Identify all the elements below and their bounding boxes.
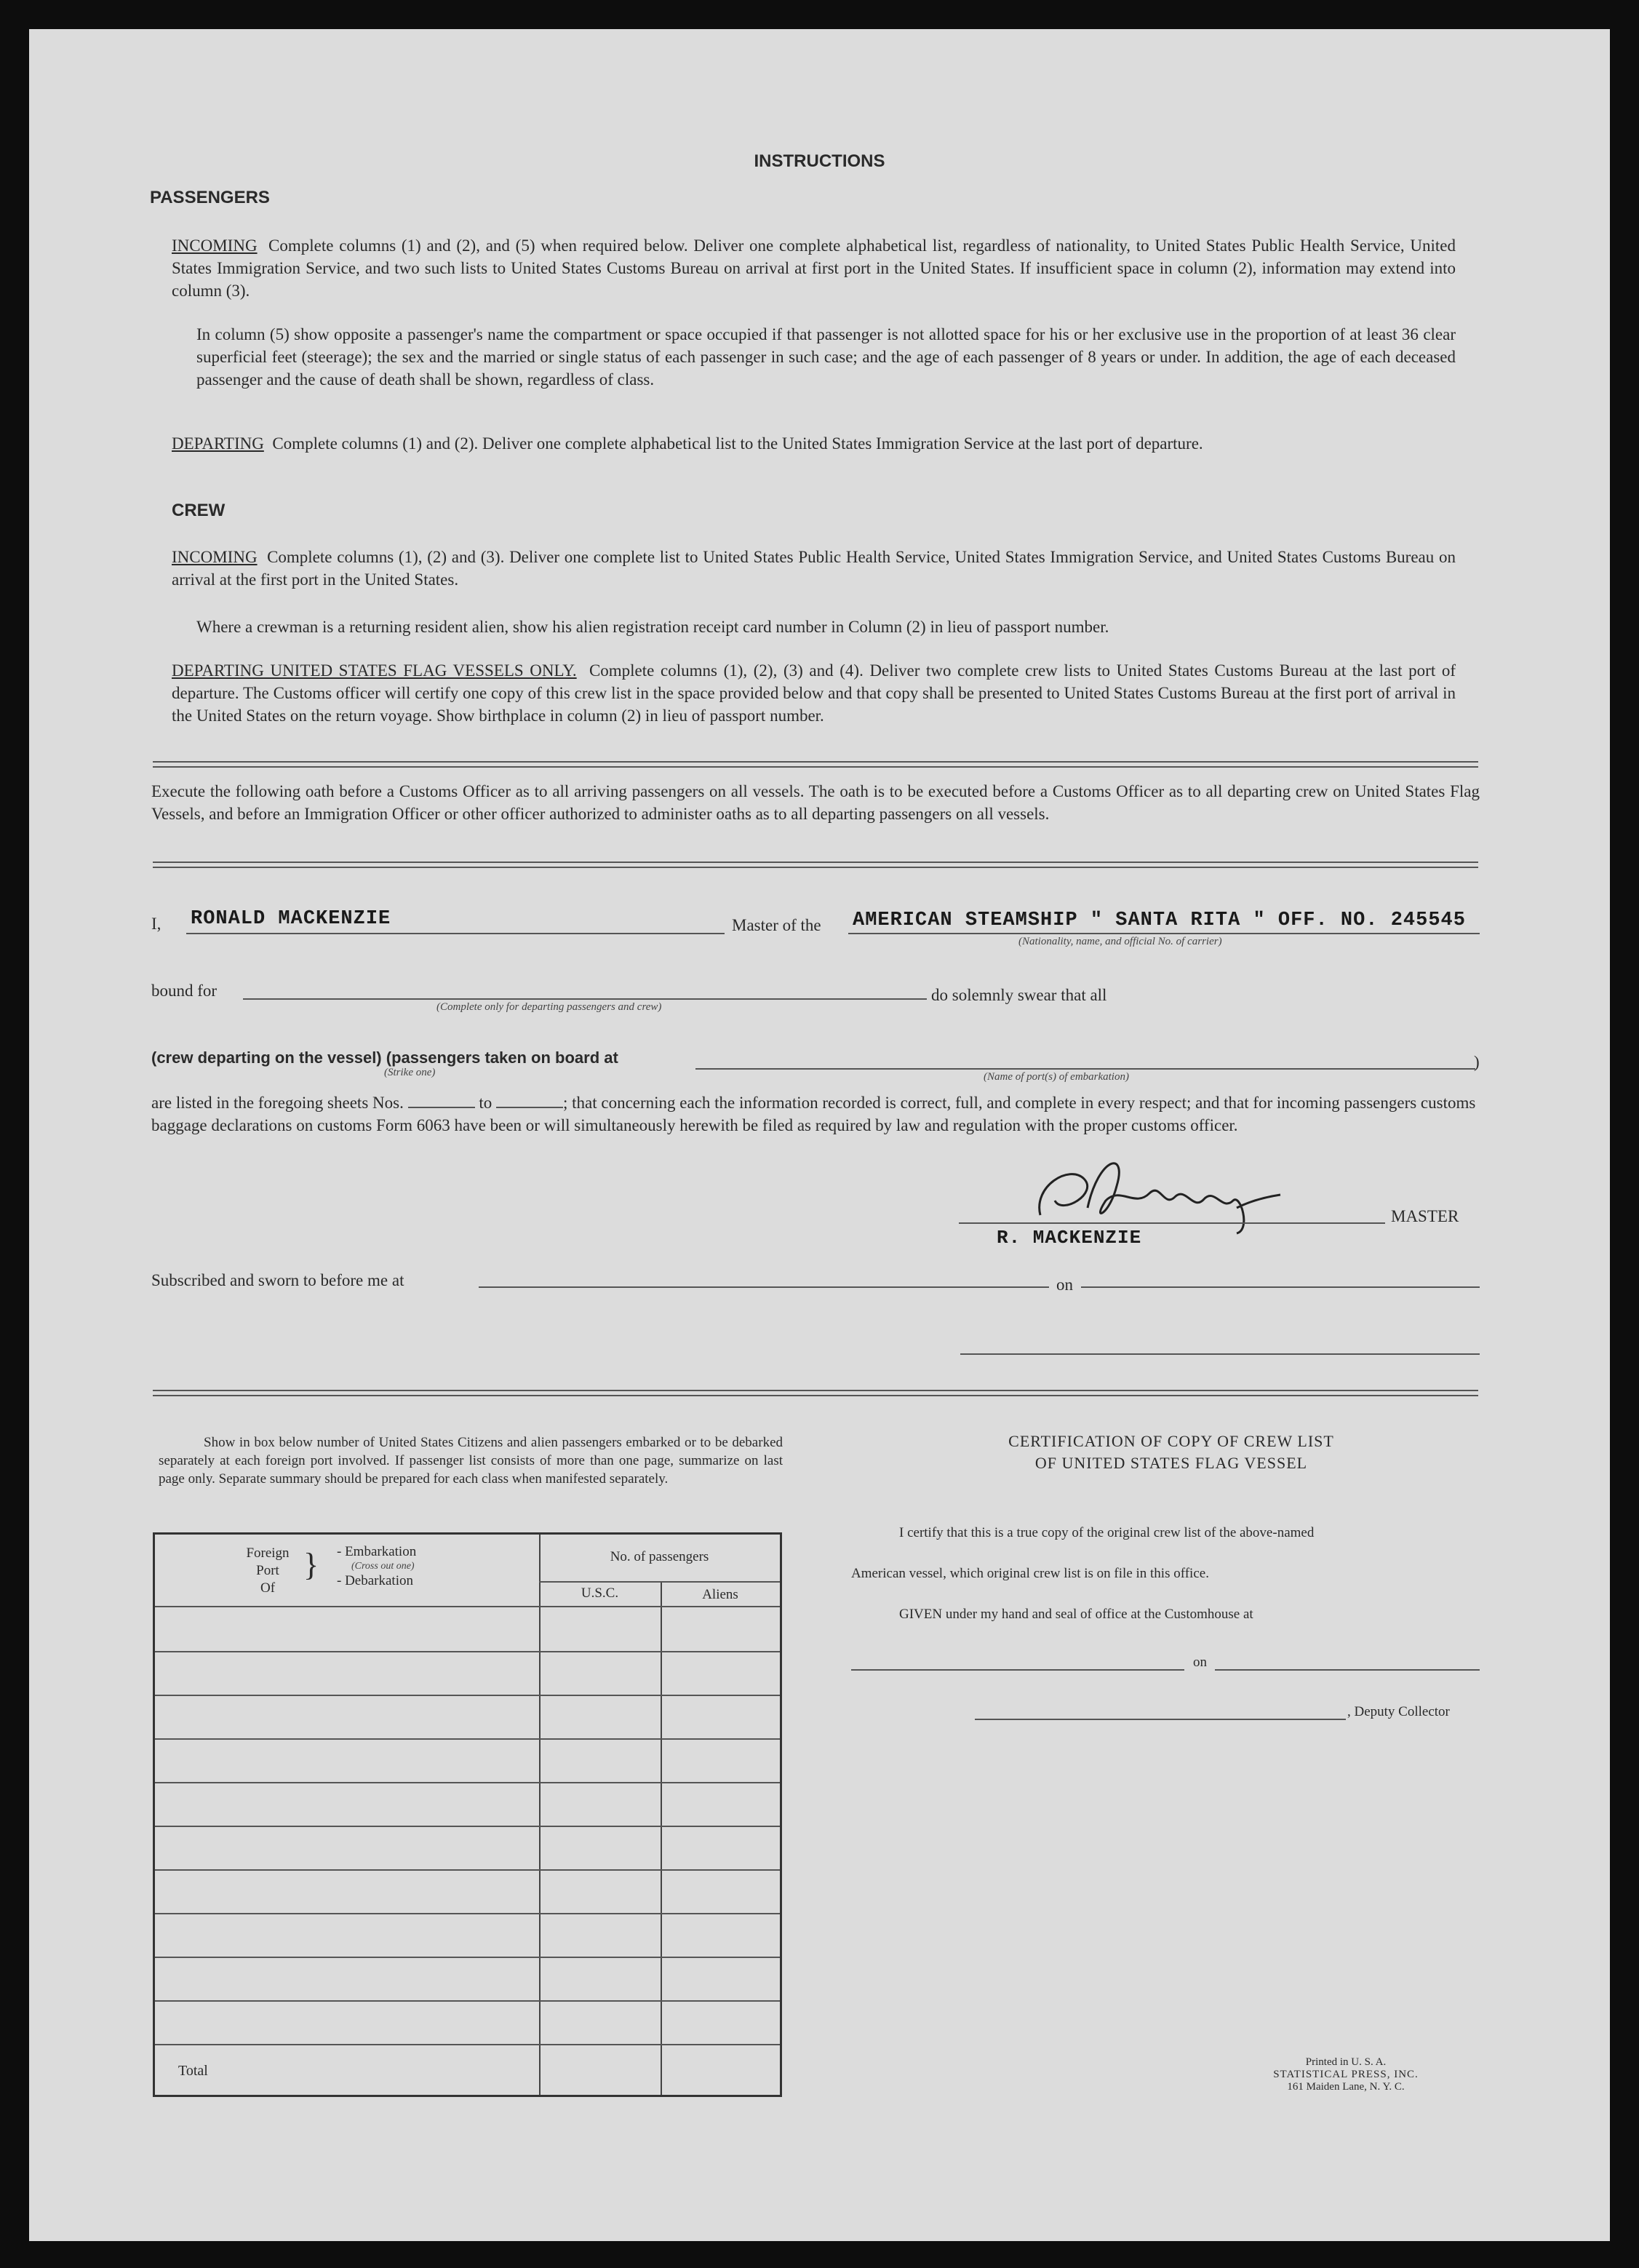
deputy-collector-line <box>975 1719 1346 1720</box>
no-of-passengers-header: No. of passengers <box>610 1549 709 1564</box>
oath-intro: Execute the following oath before a Customs Officer as to all arriving passengers on all vessels. The oath is to be executed before a Customs Officer as to all departing crew on United States Flag Vessels, and before an Immigration Officer or other officer authorized to administer oaths as to all departing passengers on all vessels. <box>151 782 1480 823</box>
crew-departing-paragraph <box>172 659 1456 727</box>
typed-signer-name: R. MACKENZIE <box>997 1227 1142 1249</box>
master-signature-line <box>959 1222 1385 1224</box>
table-divider <box>661 1581 662 2095</box>
table-row <box>155 1957 780 1958</box>
crew-resident-alien-paragraph: Where a crewman is a returning resident alien, show his alien registration receipt card number in Column (2) in lieu of passport number. <box>196 618 1109 636</box>
certification-on-label: on <box>1193 1655 1207 1670</box>
master-label: MASTER <box>1391 1207 1459 1225</box>
usc-header: U.S.C. <box>581 1585 619 1601</box>
table-row <box>155 1782 780 1783</box>
certification-title-line1: CERTIFICATION OF COPY OF CREW LIST <box>1008 1432 1334 1450</box>
deputy-collector-label: , Deputy Collector <box>1347 1704 1450 1719</box>
vessel-value: AMERICAN STEAMSHIP " SANTA RITA " OFF. NO. 245545 <box>853 910 1466 931</box>
strike-one-caption: (Strike one) <box>384 1067 436 1078</box>
bound-for-label: bound for <box>151 982 218 1000</box>
bound-for-line <box>243 998 927 1000</box>
passengers-departing-paragraph <box>172 432 1456 455</box>
crew-departing-oath <box>151 1046 618 1069</box>
table-row <box>155 1826 780 1827</box>
embarkation-port-caption: (Name of port(s) of embarkation) <box>984 1071 1129 1083</box>
total-label: Total <box>178 2063 208 2079</box>
foreign-port-header-line: Port <box>256 1563 279 1578</box>
foreign-port-header-line: Foreign <box>246 1545 290 1561</box>
to-label: to <box>479 1094 493 1112</box>
crew-departing-label: DEPARTING UNITED STATES FLAG VESSELS ONLY. <box>172 661 577 680</box>
customhouse-line <box>851 1669 1184 1671</box>
passengers-incoming-label: INCOMING <box>172 236 258 255</box>
section-divider <box>153 761 1478 768</box>
section-divider <box>153 862 1478 868</box>
foreign-port-header-line: Of <box>260 1580 276 1596</box>
table-divider <box>539 1535 541 2095</box>
passengers-heading: PASSENGERS <box>150 188 270 207</box>
subscribed-date-line <box>1081 1286 1480 1288</box>
master-of-label: Master of the <box>732 916 821 934</box>
listed-prefix: are listed in the foregoing sheets Nos. <box>151 1094 404 1112</box>
certify-line1: I certify that this is a true copy of the original crew list of the above-named <box>899 1525 1315 1540</box>
aliens-header: Aliens <box>702 1587 738 1602</box>
printer-line3: 161 Maiden Lane, N. Y. C. <box>1287 2081 1405 2093</box>
crew-heading: CREW <box>172 501 226 520</box>
passengers-departing-text: Complete columns (1) and (2). Deliver one complete alphabetical list to the United States Immigration Service at the last port of departure. <box>272 434 1203 453</box>
table-row <box>155 1869 780 1871</box>
summary-note: Show in box below number of United States Citizens and alien passengers embarked or to be debarked separately at each foreign port involved. If passenger list consists of more than one page, summarize on last page only. Separate summary should be prepared for each class when manifested separately. <box>159 1435 783 1487</box>
crew-departing-oath-text: (crew departing on the vessel) (passengers taken on board at <box>151 1049 618 1067</box>
subscribed-place-line <box>479 1286 1049 1288</box>
printer-line2: STATISTICAL PRESS, INC. <box>1273 2069 1419 2080</box>
vessel-caption: (Nationality, name, and official No. of carrier) <box>1018 936 1222 947</box>
embark-debark-header <box>337 1543 416 1590</box>
passengers-departing-label: DEPARTING <box>172 434 264 453</box>
printer-line1: Printed in U. S. A. <box>1305 2056 1387 2068</box>
foreign-port-header <box>235 1545 300 1597</box>
master-name-line <box>186 933 725 934</box>
instructions-title: INSTRUCTIONS <box>754 151 885 171</box>
cross-out-caption: (Cross out one) <box>351 1561 415 1572</box>
table-row <box>155 1695 780 1696</box>
given-line: GIVEN under my hand and seal of office at the Customhouse at <box>899 1607 1253 1622</box>
printer-imprint <box>1237 2056 1455 2093</box>
passengers-incoming-paragraph <box>172 234 1456 302</box>
table-row <box>155 2000 780 2002</box>
table-divider <box>155 1606 780 1607</box>
master-name-value: RONALD MACKENZIE <box>191 908 391 930</box>
section-divider <box>153 1390 1478 1396</box>
passengers-incoming-text: Complete columns (1) and (2), and (5) when required below. Deliver one complete alphabetical list, regardless of nationality, to United States Public Health Service, United States Immigration Service, and two such lists to United States Customs Bureau on arrival at first port in the United States. If insufficient space in column (2), information may extend into column (3). <box>172 236 1456 300</box>
certification-date-line <box>1215 1669 1480 1671</box>
crew-departing-text: Complete columns (1), (2), (3) and (4). Deliver two complete crew lists to United States Customs Bureau at the last port of departure. The Customs officer will certify one copy of this crew list in the space provided below and that copy shall be presented to United States Customs Bureau at the first port of arrival in the United States on the return voyage. Show birthplace in column (2) in lieu of passport number. <box>172 661 1456 725</box>
sheet-to-line <box>496 1094 563 1108</box>
table-row <box>155 1913 780 1914</box>
crew-incoming-paragraph <box>172 546 1456 591</box>
embarkation-label: - Embarkation <box>337 1544 417 1559</box>
oath-i-label: I, <box>151 915 161 933</box>
listed-rest: ; that concerning each the information recorded is correct, full, and complete in every respect; and that for incoming passengers customs baggage declarations on customs Form 6063 have been or will simultaneously herewith be filed as required by law and regulation with the proper customs officer. <box>151 1094 1476 1134</box>
officer-signature-line <box>960 1353 1480 1355</box>
crew-incoming-label: INCOMING <box>172 548 258 566</box>
brace-glyph: } <box>303 1547 319 1583</box>
debarkation-label: - Debarkation <box>337 1573 413 1588</box>
certification-title-line2: OF UNITED STATES FLAG VESSEL <box>1034 1454 1308 1472</box>
table-row <box>155 2044 780 2045</box>
embarkation-port-line <box>695 1068 1475 1070</box>
table-row <box>155 1651 780 1652</box>
sheet-from-line <box>408 1094 475 1108</box>
bound-for-caption: (Complete only for departing passengers and crew) <box>436 1001 662 1013</box>
subscribed-on-label: on <box>1056 1276 1073 1294</box>
listed-paragraph <box>151 1091 1480 1137</box>
passenger-summary-table <box>153 1532 782 2097</box>
crew-incoming-text: Complete columns (1), (2) and (3). Deliver one complete list to United States Public Health Service, United States Immigration Service, and United States Customs Bureau on arrival at the first port in the United States. <box>172 548 1456 589</box>
certify-line2: American vessel, which original crew list is on file in this office. <box>851 1566 1209 1581</box>
table-row <box>155 1738 780 1740</box>
close-paren: ) <box>1474 1053 1480 1071</box>
table-divider <box>539 1581 780 1583</box>
certification-title <box>858 1431 1484 1474</box>
subscribed-label: Subscribed and sworn to before me at <box>151 1271 404 1289</box>
swear-text: do solemnly swear that all <box>931 986 1107 1004</box>
passengers-column5-paragraph: In column (5) show opposite a passenger's name the compartment or space occupied if that passenger is not allotted space for his or her exclusive use in the proportion of at least 36 clear superficial feet (steerage); the sex and the married or single status of each passenger in such case; and the age of each passenger of 8 years or under. In addition, the age of each deceased passenger and the cause of death shall be shown, regardless of class. <box>196 325 1456 389</box>
vessel-line <box>848 933 1480 934</box>
